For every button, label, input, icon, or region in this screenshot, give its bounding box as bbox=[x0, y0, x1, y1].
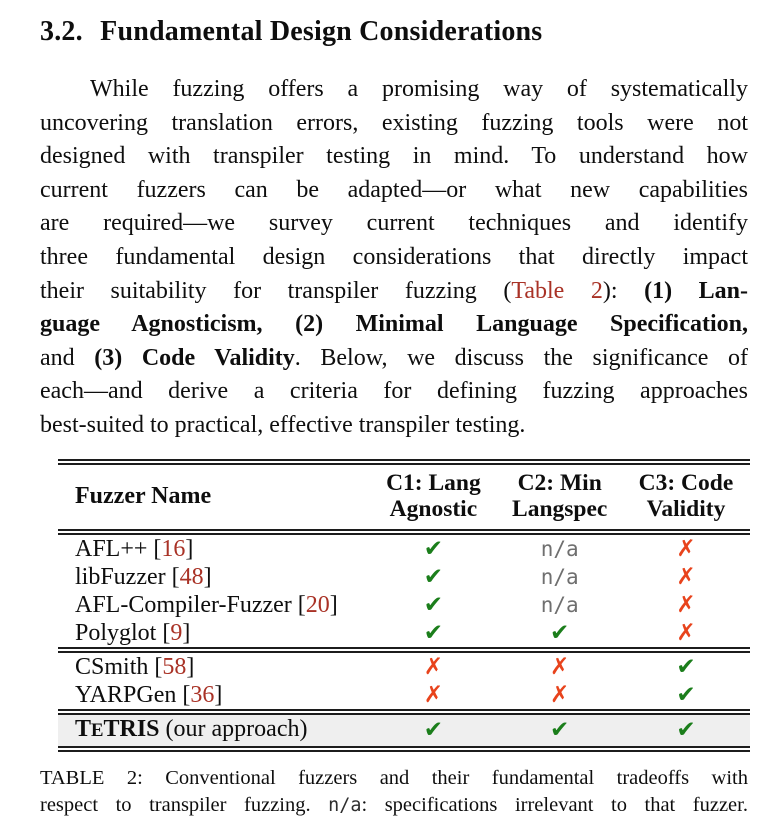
column-header-line: Validity bbox=[646, 495, 726, 522]
citation-link[interactable]: 16 bbox=[161, 535, 186, 562]
column-header-line: Fuzzer Name bbox=[75, 482, 212, 509]
table-row bbox=[58, 653, 750, 681]
column-header bbox=[58, 483, 369, 509]
paragraph-line bbox=[40, 275, 748, 309]
text-segment: ] bbox=[203, 563, 212, 590]
text-segment: : specifications irrelevant to that fuzzer. bbox=[361, 794, 748, 817]
cross-icon: ✗ bbox=[676, 535, 696, 562]
check-icon: ✔ bbox=[423, 535, 444, 562]
text-segment: T bbox=[75, 716, 92, 743]
table-2-link[interactable]: Table 2 bbox=[511, 277, 603, 304]
text-segment: n/a bbox=[328, 795, 362, 817]
text-segment: (3) Code Validity bbox=[94, 344, 295, 371]
page bbox=[0, 16, 784, 837]
paragraph-line bbox=[40, 241, 748, 275]
table-body bbox=[58, 535, 750, 746]
text-segment: ] bbox=[185, 535, 194, 562]
text-segment: libFuzzer [ bbox=[75, 563, 180, 590]
citation-link[interactable]: 9 bbox=[170, 619, 183, 646]
caption-line bbox=[40, 792, 748, 820]
text-segment: AFL-Compiler-Fuzzer [ bbox=[75, 591, 306, 618]
table-header-row bbox=[58, 465, 750, 529]
check-icon: ✔ bbox=[423, 563, 444, 590]
column-header-line: C1: Lang bbox=[386, 469, 481, 496]
paragraph-line bbox=[40, 107, 748, 141]
table-caption bbox=[40, 765, 748, 820]
check-icon: ✔ bbox=[423, 716, 444, 743]
fuzzer-name-cell bbox=[58, 681, 369, 709]
text-segment: (1) Lan- bbox=[644, 277, 748, 304]
text-segment: Polyglot [ bbox=[75, 619, 171, 646]
citation-link[interactable]: 48 bbox=[179, 563, 204, 590]
check-icon: ✔ bbox=[550, 716, 570, 743]
fuzzer-name-cell bbox=[58, 563, 369, 591]
text-segment: best-suited to practical, effective transpiler testing. bbox=[40, 411, 526, 438]
citation-link[interactable]: 36 bbox=[190, 681, 215, 708]
column-header bbox=[369, 470, 497, 522]
text-segment: designed with transpiler testing in mind. To understand how bbox=[40, 143, 748, 170]
paragraph-line bbox=[40, 375, 748, 409]
paragraph-line bbox=[40, 207, 748, 241]
column-header-line: C3: Code bbox=[638, 469, 734, 496]
paragraph-line bbox=[40, 140, 748, 174]
fuzzer-name-cell bbox=[58, 653, 369, 681]
fuzzer-name-cell bbox=[58, 591, 369, 619]
text-segment: three fundamental design considerations that directly impact bbox=[40, 243, 748, 270]
na-label: n/a bbox=[540, 592, 579, 617]
paragraph-line bbox=[40, 409, 748, 443]
text-segment: (our approach) bbox=[159, 716, 308, 743]
text-segment: . Below, we discuss the significance of bbox=[294, 344, 748, 371]
column-header-line: Langspec bbox=[512, 495, 608, 522]
table-row bbox=[58, 715, 750, 746]
check-icon: ✔ bbox=[423, 619, 444, 646]
check-icon: ✔ bbox=[676, 653, 696, 680]
na-label: n/a bbox=[540, 564, 579, 589]
text-segment: CSmith [ bbox=[75, 653, 163, 680]
cross-icon: ✗ bbox=[423, 653, 444, 680]
fuzzer-name-cell bbox=[58, 619, 369, 647]
fuzzer-name-cell bbox=[58, 535, 369, 563]
table-bottom-rule bbox=[58, 746, 750, 752]
text-segment: respect to transpiler fuzzing. bbox=[40, 794, 329, 817]
paragraph-line bbox=[40, 174, 748, 208]
text-segment: YARPGen [ bbox=[75, 681, 191, 708]
section-heading bbox=[40, 16, 748, 48]
column-header bbox=[497, 470, 622, 522]
check-icon: ✔ bbox=[423, 591, 444, 618]
citation-link[interactable]: 20 bbox=[305, 591, 330, 618]
citation-link[interactable]: 58 bbox=[162, 653, 187, 680]
check-icon: ✔ bbox=[676, 716, 696, 743]
cross-icon: ✗ bbox=[550, 653, 570, 680]
paragraph-line bbox=[40, 308, 748, 342]
cross-icon: ✗ bbox=[676, 619, 696, 646]
table-row bbox=[58, 591, 750, 619]
paragraph-line bbox=[40, 342, 748, 376]
text-segment: each—and derive a criteria for defining fuzzing approaches bbox=[40, 378, 748, 405]
fuzzer-table bbox=[58, 459, 750, 752]
table-row bbox=[58, 535, 750, 563]
section-number: 3.2. bbox=[40, 16, 83, 47]
fuzzer-name-cell bbox=[58, 714, 369, 746]
text-segment: ] bbox=[329, 591, 338, 618]
text-segment: While fuzzing offers a promising way of systematically bbox=[90, 76, 748, 102]
check-icon: ✔ bbox=[676, 681, 696, 708]
text-segment: TRIS bbox=[103, 716, 160, 743]
text-segment: AFL++ [ bbox=[75, 535, 162, 562]
column-header-line: C2: Min bbox=[517, 469, 602, 496]
text-segment: TABLE 2: Conventional fuzzers and their fundamental tradeoffs with bbox=[40, 766, 748, 789]
table-row bbox=[58, 681, 750, 709]
text-segment: ] bbox=[186, 653, 195, 680]
section-title: Fundamental Design Considerations bbox=[100, 16, 543, 47]
body-paragraph bbox=[40, 73, 748, 443]
cross-icon: ✗ bbox=[550, 681, 570, 708]
text-segment: uncovering translation errors, existing fuzzing tools were not bbox=[40, 109, 748, 136]
table-row bbox=[58, 619, 750, 647]
text-segment: their suitability for transpiler fuzzing ( bbox=[40, 277, 512, 304]
caption-line bbox=[40, 765, 748, 793]
check-icon: ✔ bbox=[550, 619, 570, 646]
paragraph-line bbox=[40, 73, 748, 107]
na-label: n/a bbox=[540, 536, 579, 561]
column-header bbox=[622, 470, 750, 522]
text-segment: and bbox=[40, 344, 95, 371]
text-segment: are required—we survey current techniques and identify bbox=[40, 210, 748, 237]
cross-icon: ✗ bbox=[676, 563, 696, 590]
text-segment: ): bbox=[602, 277, 645, 304]
table-row bbox=[58, 563, 750, 591]
text-segment bbox=[263, 311, 296, 337]
column-header-line: Agnostic bbox=[389, 495, 478, 522]
cross-icon: ✗ bbox=[423, 681, 444, 708]
text-segment: ] bbox=[214, 681, 223, 708]
text-segment: E bbox=[91, 720, 104, 742]
text-segment: current fuzzers can be adapted—or what new capabilities bbox=[40, 176, 748, 203]
text-segment: (2) Minimal Language Specification, bbox=[295, 311, 748, 338]
text-segment: ] bbox=[182, 619, 191, 646]
text-segment: guage Agnosticism, bbox=[40, 311, 263, 338]
cross-icon: ✗ bbox=[676, 591, 696, 618]
